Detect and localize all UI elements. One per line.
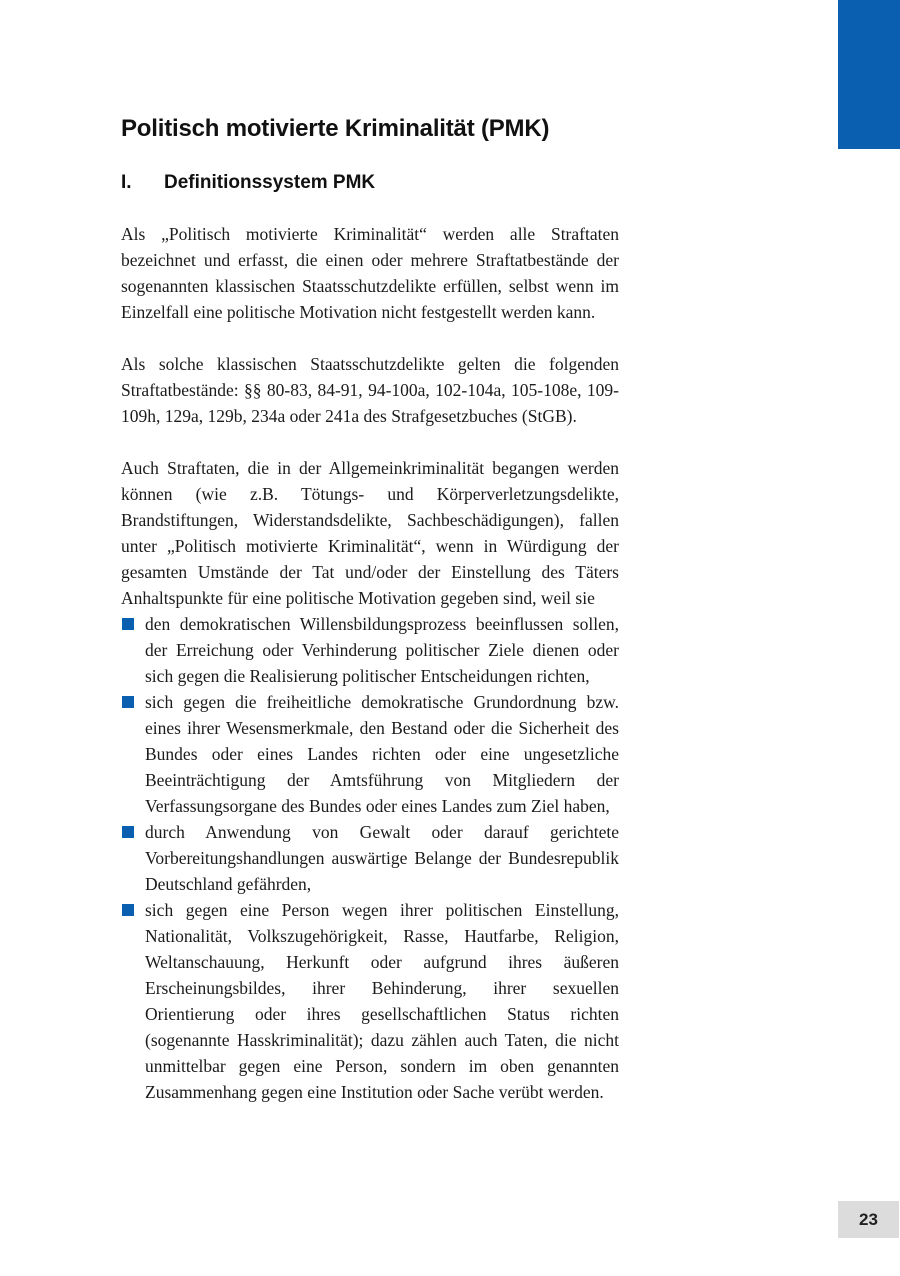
list-item xyxy=(121,611,619,689)
list-item-text: sich gegen eine Person wegen ihrer politischen Einstellung, Nationalität, Volkszugehörigkeit, Rasse, Hautfarbe, Religion, Weltanschauung, Herkunft oder aufgrund ihres äußeren Erscheinungsbildes, ihrer Behinderung, ihrer sexuellen Orientierung oder ihres gesellschaftlichen Status richten (sogenannte Hasskriminalität); dazu zählen auch Taten, die nicht unmittelbar gegen eine Person, sondern im oben genannten Zusammenhang gegen eine Institution oder Sache verübt werden. xyxy=(145,900,619,1102)
list-item-text: sich gegen die freiheitliche demokratische Grundordnung bzw. eines ihrer Wesensmerkmale, den Bestand oder die Sicherheit des Bundes oder eines Landes richten oder eine ungesetzliche Beeinträchtigung der Amtsführung von Mitgliedern der Verfassungsorgane des Bundes oder eines Landes zum Ziel haben, xyxy=(145,692,619,816)
list-item xyxy=(121,819,619,897)
chapter-tab-marker xyxy=(838,0,900,149)
list-item xyxy=(121,689,619,819)
list-item-text: den demokratischen Willensbildungsprozess beeinflussen sollen, der Erreichung oder Verhinderung politischer Ziele dienen oder sich gegen die Realisierung politischer Entscheidungen richten, xyxy=(145,614,619,686)
motivation-criteria-list xyxy=(121,611,619,1105)
document-body xyxy=(121,112,619,1105)
page-number: 23 xyxy=(838,1201,899,1238)
list-item xyxy=(121,897,619,1105)
section-heading xyxy=(121,170,619,196)
bullet-square-icon xyxy=(122,696,134,708)
bullet-square-icon xyxy=(122,618,134,630)
bullet-square-icon xyxy=(122,826,134,838)
bullet-square-icon xyxy=(122,904,134,916)
list-item-text: durch Anwendung von Gewalt oder darauf gerichtete Vorbereitungshandlungen auswärtige Belange der Bundesrepublik Deutschland gefährden, xyxy=(145,822,619,894)
paragraph-definition: Als „Politisch motivierte Kriminalität“ werden alle Straftaten bezeichnet und erfasst, die einen oder mehrere Straftatbestände der sogenannten klassischen Staatsschutzdelikte erfüllen, selbst wenn im Einzelfall eine politische Motivation nicht festgestellt werden kann. xyxy=(121,224,619,322)
paragraph-classic-offenses: Als solche klassischen Staatsschutzdelikte gelten die folgenden Straftatbestände: §§ 80-83, 84-91, 94-100a, 102-104a, 105-108e, 109-109h, 129a, 129b, 234a oder 241a des Strafgesetzbuches (StGB). xyxy=(121,354,619,426)
paragraph-general-crime: Auch Straftaten, die in der Allgemeinkriminalität begangen werden können (wie z.B. Tötungs- und Körperverletzungsdelikte, Brandstiftungen, Widerstandsdelikte, Sachbeschädigungen), fallen unter „Politisch motivierte Kriminalität“, wenn in Würdigung der gesamten Umstände der Tat und/oder der Einstellung des Täters Anhaltspunkte für eine politische Motivation gegeben sind, weil sie xyxy=(121,458,619,608)
page-title: Politisch motivierte Kriminalität (PMK) xyxy=(121,115,550,142)
section-number: I. xyxy=(121,172,132,193)
section-title: Definitionssystem PMK xyxy=(164,172,376,193)
